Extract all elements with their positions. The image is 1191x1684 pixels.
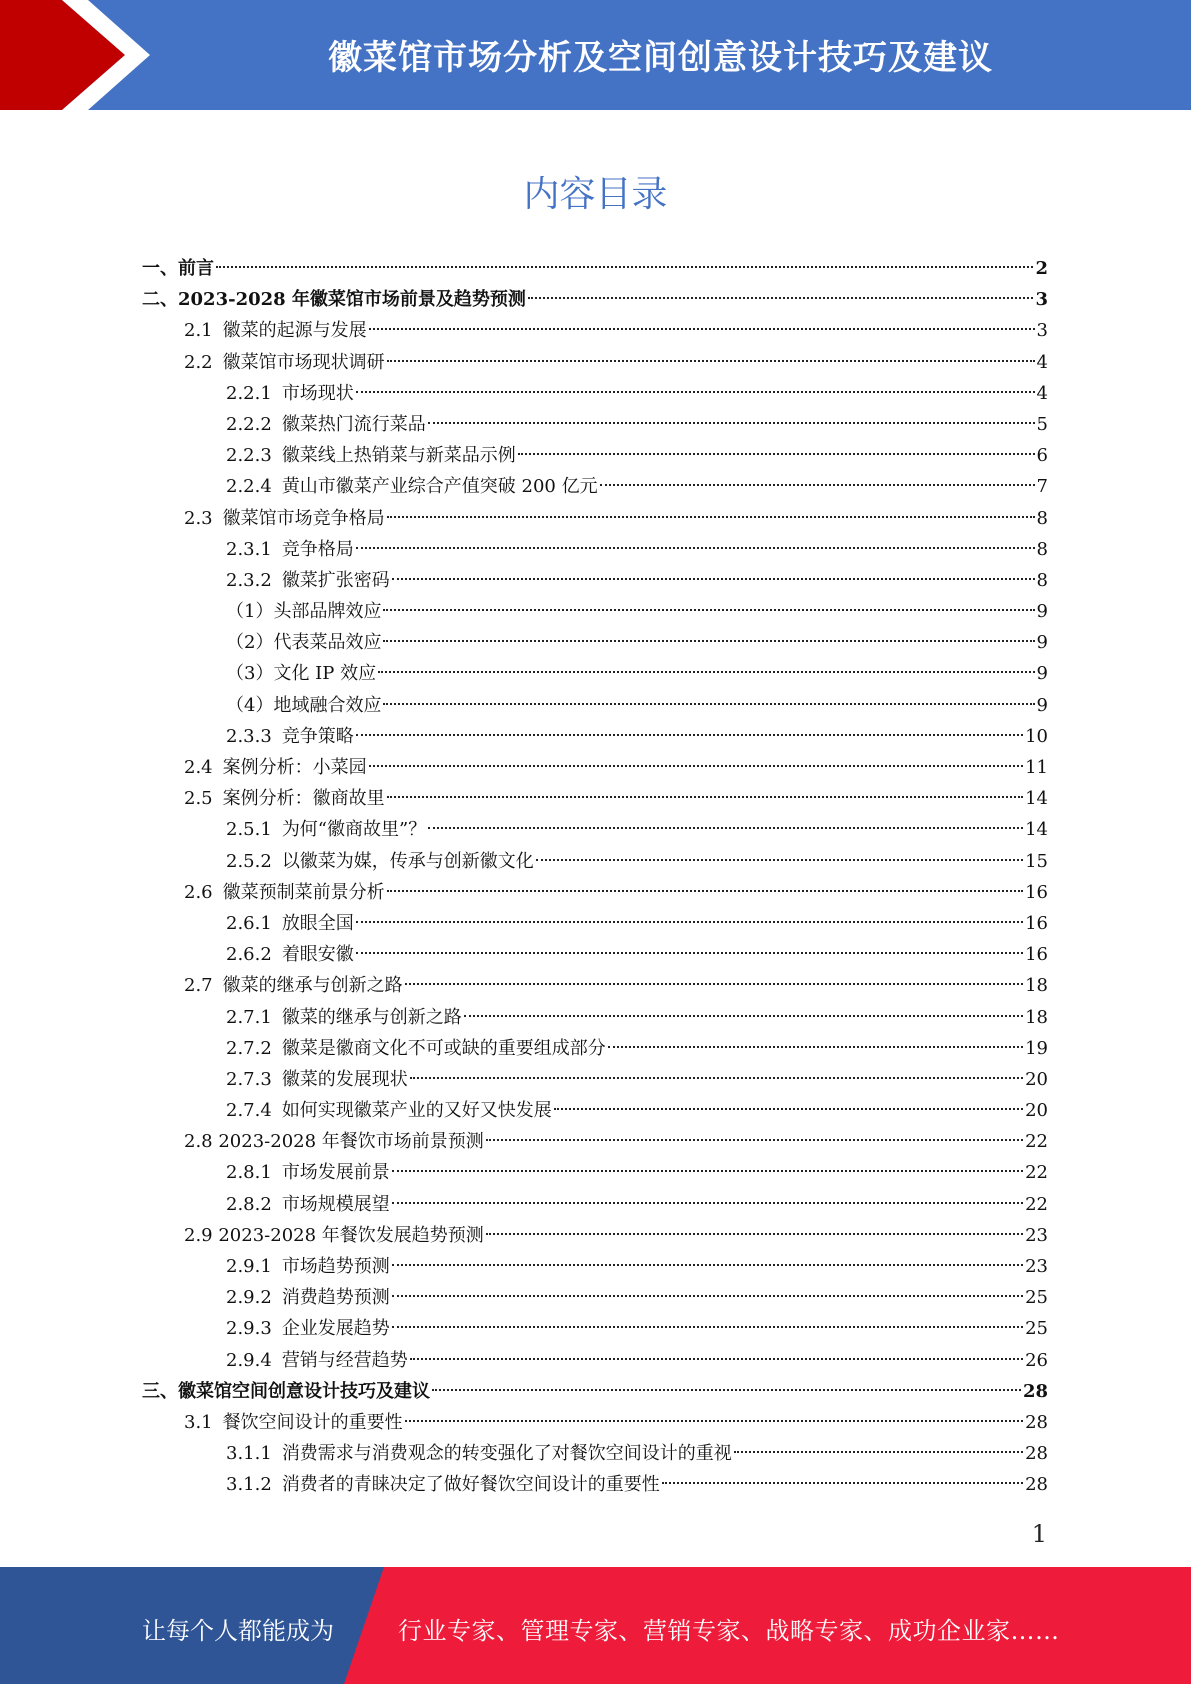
toc-entry-title: 徽菜是徽商文化不可或缺的重要组成部分: [281, 1037, 606, 1059]
toc-entry-label: [226, 1313, 390, 1344]
toc-entry-title: 徽菜馆空间创意设计技巧及建议: [178, 1380, 430, 1402]
toc-entry-page: 22: [1025, 1162, 1048, 1184]
toc-dot-leader: [486, 1233, 1023, 1235]
toc-entry-page: 28: [1025, 1474, 1048, 1496]
toc-dot-leader: [608, 1046, 1023, 1048]
footer-slogan-left: 让每个人都能成为: [142, 1617, 334, 1645]
toc-entry-page: 28: [1025, 1443, 1048, 1465]
toc-dot-leader: [518, 453, 1035, 455]
toc-entry-page: 9: [1036, 663, 1048, 685]
toc-entry-title: 徽菜的起源与发展: [222, 320, 367, 342]
toc-entry-label: [184, 752, 367, 783]
toc-entry-title: 徽菜的继承与创新之路: [222, 975, 403, 997]
toc-dot-leader: [536, 859, 1023, 861]
toc-entry-page: 19: [1025, 1037, 1048, 1059]
toc-entry[interactable]: [142, 565, 1048, 596]
toc-entry-label: [184, 503, 385, 534]
toc-entry-title: 案例分析：徽商故里: [222, 788, 385, 810]
toc-entry[interactable]: [142, 440, 1048, 471]
toc-entry-title: 案例分析：小菜园: [222, 757, 367, 778]
toc-dot-leader: [356, 952, 1023, 954]
toc-entry-number: 2.9.2: [226, 1287, 272, 1309]
header-banner: [0, 0, 1191, 110]
toc-dot-leader: [392, 1295, 1023, 1297]
toc-entry-page: 18: [1025, 1006, 1048, 1028]
toc-entry-page: 22: [1025, 1193, 1048, 1215]
toc-entry-page: 7: [1036, 476, 1048, 498]
toc-entry-number: 2.3.3: [226, 725, 272, 747]
toc-dot-leader: [216, 266, 1033, 268]
toc-entry-title: 放眼全国: [281, 912, 354, 934]
toc-entry-number: 2.2: [184, 351, 213, 373]
toc-entry-title: （1）头部品牌效应: [226, 601, 382, 623]
toc-entry-label: [226, 1002, 462, 1033]
table-of-contents: [142, 253, 1048, 1501]
toc-entry-label: [226, 1095, 552, 1126]
toc-entry-label: [184, 1220, 484, 1251]
toc-entry-number: 2.7.2: [226, 1037, 272, 1059]
toc-entry-number: 2.2.3: [226, 445, 272, 467]
toc-entry-page: 20: [1025, 1068, 1048, 1090]
toc-entry-label: [226, 534, 354, 565]
toc-entry-title: 2.8 2023-2028 年餐饮市场前景预测: [184, 1131, 484, 1153]
toc-dot-leader: [662, 1482, 1023, 1484]
toc-dot-leader: [428, 827, 1023, 829]
toc-entry-page: 20: [1025, 1100, 1048, 1122]
toc-entry-title: 前言: [178, 258, 214, 279]
toc-entry-number: 2.8.2: [226, 1193, 272, 1215]
toc-entry-number: 2.1: [184, 320, 213, 342]
toc-entry-number: 2.7.4: [226, 1100, 272, 1122]
toc-entry-page: 5: [1036, 413, 1048, 435]
toc-entry-label: [226, 1251, 390, 1282]
toc-entry-page: 11: [1025, 757, 1048, 778]
toc-entry-title: 徽菜热门流行菜品: [281, 413, 426, 435]
toc-entry[interactable]: [142, 378, 1048, 409]
toc-dot-leader: [392, 1264, 1023, 1266]
toc-entry-label: [184, 1407, 403, 1438]
toc-dot-leader: [405, 1420, 1023, 1422]
toc-entry-page: 3: [1036, 320, 1048, 342]
toc-dot-leader: [392, 1202, 1023, 1204]
toc-entry-number: 2.9.1: [226, 1256, 272, 1277]
toc-entry-page: 8: [1036, 507, 1048, 529]
toc-entry[interactable]: [142, 284, 1048, 315]
toc-entry-number: 3.1: [184, 1411, 213, 1433]
toc-entry-title: 如何实现徽菜产业的又好又快发展: [281, 1100, 552, 1122]
toc-entry-label: [226, 409, 426, 440]
toc-entry-number: 2.3.1: [226, 538, 272, 560]
toc-entry-label: [142, 253, 214, 284]
toc-entry-page: 14: [1025, 819, 1048, 841]
toc-entry-label: [184, 783, 385, 814]
toc-entry-number: 3.1.2: [226, 1474, 272, 1496]
toc-entry-number: 2.3.2: [226, 569, 272, 591]
toc-entry-page: 28: [1022, 1380, 1048, 1402]
toc-dot-leader: [356, 734, 1023, 736]
toc-entry-page: 3: [1035, 289, 1048, 311]
toc-entry-title: 2.9 2023-2028 年餐饮发展趋势预测: [184, 1224, 484, 1246]
toc-entry[interactable]: [142, 1407, 1048, 1438]
toc-entry-title: （4）地域融合效应: [226, 694, 382, 716]
toc-entry-label: [184, 970, 403, 1001]
toc-entry-number: 2.7.1: [226, 1006, 272, 1028]
toc-entry-title: 徽菜预制菜前景分析: [222, 881, 385, 903]
toc-entry-title: 市场发展前景: [281, 1162, 390, 1184]
toc-entry-number: 二、: [142, 289, 178, 311]
toc-entry[interactable]: [142, 503, 1048, 534]
toc-entry-number: 2.5.2: [226, 850, 272, 872]
toc-entry-title: 竞争策略: [281, 725, 354, 747]
toc-entry-title: 市场趋势预测: [281, 1256, 390, 1277]
toc-entry[interactable]: [142, 1095, 1048, 1126]
toc-entry-page: 16: [1025, 881, 1048, 903]
toc-dot-leader: [392, 1170, 1023, 1172]
toc-entry-title: （3）文化 IP 效应: [226, 663, 377, 685]
toc-entry-label: [226, 1438, 732, 1469]
toc-entry-title: 着眼安徽: [281, 944, 354, 966]
toc-dot-leader: [600, 484, 1035, 486]
toc-entry[interactable]: [142, 1282, 1048, 1313]
toc-dot-leader: [383, 703, 1034, 705]
toc-entry[interactable]: [142, 596, 1048, 627]
toc-entry[interactable]: [142, 970, 1048, 1001]
toc-entry-page: 25: [1025, 1318, 1048, 1340]
toc-dot-leader: [392, 1326, 1023, 1328]
toc-dot-leader: [383, 640, 1034, 642]
toc-entry-label: [226, 1157, 390, 1188]
toc-entry-label: [226, 846, 534, 877]
toc-dot-leader: [405, 983, 1023, 985]
page-number: 1: [1031, 1520, 1047, 1548]
toc-entry-label: [226, 658, 376, 689]
document-title: 徽菜馆市场分析及空间创意设计技巧及建议: [328, 38, 993, 78]
toc-entry-page: 10: [1025, 725, 1048, 747]
toc-entry-page: 2: [1035, 258, 1048, 279]
toc-entry-label: [226, 565, 390, 596]
toc-entry[interactable]: [142, 690, 1048, 721]
toc-entry-number: 2.3: [184, 507, 213, 529]
toc-entry-label: [226, 378, 354, 409]
toc-entry-number: 2.4: [184, 757, 213, 778]
toc-entry-page: 26: [1025, 1349, 1048, 1371]
toc-entry-label: [226, 1064, 408, 1095]
toc-entry-page: 14: [1025, 788, 1048, 810]
toc-dot-leader: [387, 516, 1035, 518]
toc-dot-leader: [734, 1451, 1023, 1453]
toc-entry[interactable]: [142, 471, 1048, 502]
toc-entry-title: 营销与经营趋势: [281, 1349, 408, 1371]
toc-entry[interactable]: [142, 253, 1048, 284]
toc-entry-page: 15: [1025, 850, 1048, 872]
toc-entry-number: 2.5: [184, 788, 213, 810]
toc-entry-number: 2.2.1: [226, 382, 272, 404]
toc-dot-leader: [356, 391, 1035, 393]
toc-entry-page: 22: [1025, 1131, 1048, 1153]
toc-entry[interactable]: [142, 347, 1048, 378]
toc-entry-title: 徽菜馆市场现状调研: [222, 351, 385, 373]
toc-entry-page: 9: [1036, 694, 1048, 716]
toc-entry-title: 竞争格局: [281, 538, 354, 560]
toc-entry[interactable]: [142, 1438, 1048, 1469]
toc-entry-number: 2.7.3: [226, 1068, 272, 1090]
toc-entry-page: 16: [1025, 912, 1048, 934]
toc-entry-page: 18: [1025, 975, 1048, 997]
footer-banner: [0, 1567, 1191, 1684]
toc-entry-label: [142, 284, 526, 315]
toc-entry-page: 28: [1025, 1411, 1048, 1433]
toc-dot-leader: [387, 890, 1023, 892]
toc-entry-label: [226, 471, 598, 502]
toc-entry-number: 2.5.1: [226, 819, 272, 841]
toc-entry[interactable]: [142, 409, 1048, 440]
toc-entry-label: [184, 1126, 484, 1157]
toc-dot-leader: [410, 1358, 1023, 1360]
toc-entry[interactable]: [142, 1064, 1048, 1095]
toc-entry-label: [226, 690, 381, 721]
toc-entry-label: [226, 627, 381, 658]
toc-entry[interactable]: [142, 1313, 1048, 1344]
toc-entry-title: 为何“徽商故里”？: [281, 819, 427, 841]
toc-entry-title: 徽菜馆市场竞争格局: [222, 507, 385, 529]
toc-entry-number: 3.1.1: [226, 1443, 272, 1465]
toc-entry-title: 消费者的青睐决定了做好餐饮空间设计的重要性: [281, 1474, 660, 1496]
toc-entry-title: 徽菜的继承与创新之路: [281, 1006, 462, 1028]
toc-entry[interactable]: [142, 1469, 1048, 1500]
toc-entry-title: （2）代表菜品效应: [226, 632, 382, 654]
toc-entry[interactable]: [142, 846, 1048, 877]
toc-entry-title: 市场现状: [281, 382, 354, 404]
toc-entry[interactable]: [142, 877, 1048, 908]
toc-entry[interactable]: [142, 721, 1048, 752]
toc-entry-label: [226, 814, 426, 845]
toc-entry[interactable]: [142, 814, 1048, 845]
toc-entry-title: 餐饮空间设计的重要性: [222, 1411, 403, 1433]
toc-entry[interactable]: [142, 1126, 1048, 1157]
toc-dot-leader: [428, 422, 1035, 424]
toc-entry-title: 2023-2028 年徽菜馆市场前景及趋势预测: [178, 289, 526, 311]
toc-entry[interactable]: [142, 783, 1048, 814]
toc-entry[interactable]: [142, 658, 1048, 689]
toc-entry[interactable]: [142, 534, 1048, 565]
toc-entry-title: 市场规模展望: [281, 1193, 390, 1215]
toc-dot-leader: [554, 1108, 1023, 1110]
toc-entry-title: 消费需求与消费观念的转变强化了对餐饮空间设计的重视: [281, 1443, 732, 1465]
toc-entry-label: [226, 1345, 408, 1376]
toc-entry-title: 企业发展趋势: [281, 1318, 390, 1340]
toc-entry-label: [226, 1189, 390, 1220]
toc-entry-number: 2.7: [184, 975, 213, 997]
toc-entry-label: [226, 1033, 606, 1064]
toc-dot-leader: [387, 360, 1035, 362]
toc-entry[interactable]: [142, 1189, 1048, 1220]
toc-entry[interactable]: [142, 752, 1048, 783]
footer-slogan-right: 行业专家、管理专家、营销专家、战略专家、成功企业家……: [398, 1617, 1060, 1645]
toc-entry-label: [226, 939, 354, 970]
toc-entry[interactable]: [142, 939, 1048, 970]
toc-entry-label: [226, 721, 354, 752]
toc-entry-label: [226, 1469, 660, 1500]
toc-dot-leader: [369, 328, 1035, 330]
toc-dot-leader: [392, 578, 1035, 580]
toc-entry-page: 9: [1036, 601, 1048, 623]
toc-entry[interactable]: [142, 908, 1048, 939]
toc-entry[interactable]: [142, 315, 1048, 346]
toc-entry[interactable]: [142, 627, 1048, 658]
toc-dot-leader: [383, 609, 1034, 611]
toc-entry-label: [226, 596, 381, 627]
toc-entry-page: 8: [1036, 538, 1048, 560]
toc-entry-label: [226, 908, 354, 939]
toc-entry-page: 9: [1036, 632, 1048, 654]
toc-dot-leader: [528, 297, 1034, 299]
toc-entry-number: 2.9.4: [226, 1349, 272, 1371]
toc-entry-title: 徽菜线上热销菜与新菜品示例: [281, 445, 516, 467]
toc-entry-number: 2.6.1: [226, 912, 272, 934]
toc-entry-number: 2.6: [184, 881, 213, 903]
toc-entry-page: 6: [1036, 445, 1048, 467]
toc-dot-leader: [387, 796, 1023, 798]
toc-entry-label: [184, 347, 385, 378]
toc-dot-leader: [378, 671, 1034, 673]
toc-entry-page: 4: [1036, 351, 1048, 373]
toc-entry-number: 一、: [142, 258, 178, 279]
toc-entry[interactable]: [142, 1157, 1048, 1188]
toc-entry[interactable]: [142, 1033, 1048, 1064]
toc-entry[interactable]: [142, 1002, 1048, 1033]
toc-entry-title: 徽菜的发展现状: [281, 1068, 408, 1090]
toc-heading: 内容目录: [523, 174, 668, 215]
toc-entry-label: [184, 315, 367, 346]
toc-entry-label: [142, 1376, 430, 1407]
toc-entry[interactable]: [142, 1376, 1048, 1407]
toc-entry-label: [226, 440, 516, 471]
toc-entry-title: 黄山市徽菜产业综合产值突破 200 亿元: [281, 476, 598, 498]
toc-entry-number: 2.9.3: [226, 1318, 272, 1340]
toc-entry[interactable]: [142, 1251, 1048, 1282]
toc-entry-title: 以徽菜为媒，传承与创新徽文化: [281, 850, 534, 872]
toc-entry-page: 16: [1025, 944, 1048, 966]
toc-entry[interactable]: [142, 1345, 1048, 1376]
toc-dot-leader: [432, 1389, 1021, 1391]
toc-entry-number: 三、: [142, 1380, 178, 1402]
toc-dot-leader: [369, 765, 1023, 767]
toc-dot-leader: [464, 1015, 1023, 1017]
toc-entry-number: 2.6.2: [226, 944, 272, 966]
toc-dot-leader: [486, 1139, 1023, 1141]
toc-entry-page: 4: [1036, 382, 1048, 404]
toc-entry-number: 2.2.4: [226, 476, 272, 498]
toc-dot-leader: [356, 921, 1023, 923]
toc-entry-page: 25: [1025, 1287, 1048, 1309]
toc-entry-label: [184, 877, 385, 908]
toc-entry-page: 8: [1036, 569, 1048, 591]
toc-entry-title: 徽菜扩张密码: [281, 569, 390, 591]
toc-entry-label: [226, 1282, 390, 1313]
toc-entry-title: 消费趋势预测: [281, 1287, 390, 1309]
toc-entry-number: 2.2.2: [226, 413, 272, 435]
toc-entry-number: 2.8.1: [226, 1162, 272, 1184]
toc-dot-leader: [410, 1077, 1023, 1079]
toc-entry[interactable]: [142, 1220, 1048, 1251]
toc-entry-page: 23: [1025, 1224, 1048, 1246]
toc-entry-page: 23: [1025, 1256, 1048, 1277]
toc-dot-leader: [356, 547, 1035, 549]
